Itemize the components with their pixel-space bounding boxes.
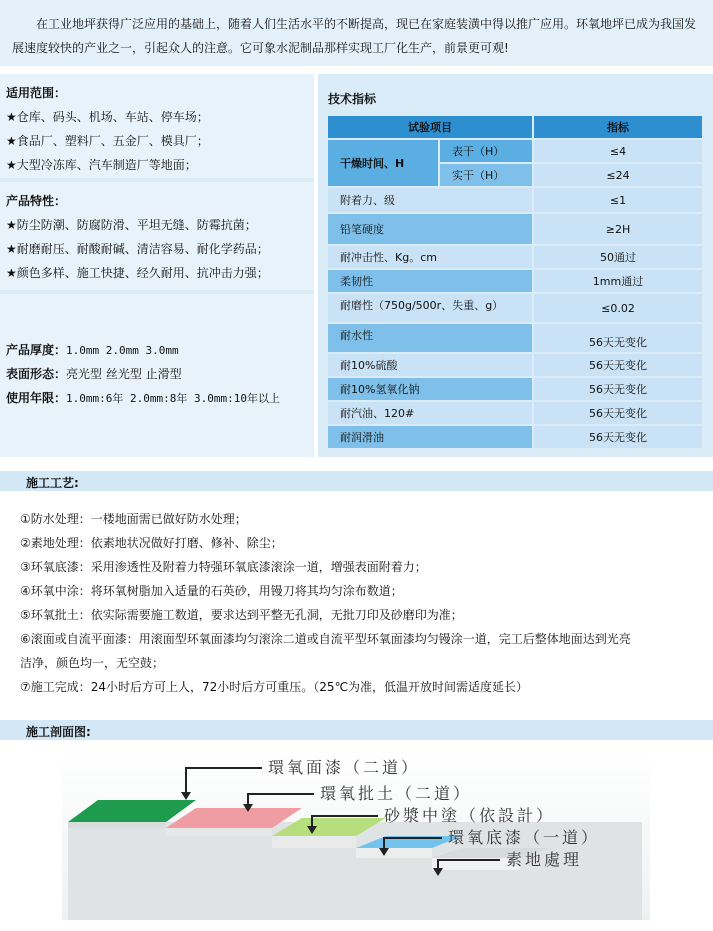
features-section [0, 182, 314, 290]
specs-section [0, 294, 314, 457]
scope-title: 适用范围： [6, 86, 67, 100]
row-value: 56天无变化 [534, 378, 702, 400]
left-info-panel [0, 74, 314, 457]
process-step: ⑦施工完成：24小时后方可上人，72小时后方可重压。（25℃为准，低温开放时间需适度延长） [20, 680, 529, 694]
row-value: 50通过 [534, 246, 702, 268]
layer-label-primer: 環氧底漆（一道） [448, 828, 601, 847]
layer-label-putty: 環氧批土（二道） [320, 784, 473, 803]
primer-edge [356, 848, 432, 858]
dry-hard-label: 实干（H） [440, 164, 532, 186]
feature-item: ★耐磨耐压、耐酸耐碱、清洁容易、耐化学药品； [6, 242, 269, 256]
section-title: 施工剖面图: [26, 725, 91, 739]
surface-label: 表面形态： [6, 367, 67, 381]
process-step: ⑤环氧批土：依实际需要施工数道，要求达到平整无孔洞，无批刀印及砂磨印为准； [20, 608, 463, 622]
life-value: 1.0mm:6年 2.0mm:8年 3.0mm:10年以上 [66, 392, 280, 405]
dry-surface-value: ≤4 [534, 140, 702, 162]
row-value: 1mm通过 [534, 270, 702, 292]
thickness-label: 产品厚度： [6, 343, 67, 357]
row-value: ≥2H [534, 214, 702, 244]
process-step-continued: 洁净，颜色均一，无空鼓； [20, 656, 165, 670]
putty-edge [166, 828, 272, 836]
row-item: 柔韧性 [328, 270, 532, 292]
row-value: 56天无变化 [534, 324, 702, 352]
process-step: ①防水处理：一楼地面需已做好防水处理； [20, 512, 247, 526]
tech-panel [318, 74, 713, 457]
header-item: 试验项目 [328, 116, 532, 138]
row-item: 耐冲击性、Kg。cm [328, 246, 532, 268]
row-value: 56天无变化 [534, 426, 702, 448]
life-row [6, 389, 280, 406]
layer-label-base: 素地處理 [506, 850, 583, 869]
intro-panel [0, 0, 713, 66]
dry-time-label: 干燥时间、H [328, 140, 438, 186]
thickness-row [6, 341, 179, 358]
row-item: 附着力、级 [328, 188, 532, 212]
scope-section [0, 74, 314, 178]
row-item: 铅笔硬度 [328, 214, 532, 244]
row-item: 耐润滑油 [328, 426, 532, 448]
top-coat-edge [68, 822, 166, 828]
process-step: ②素地处理：依素地状况做好打磨、修补、除尘； [20, 536, 283, 550]
process-title: 施工工艺: [26, 476, 79, 490]
thickness-value: 1.0mm 2.0mm 3.0mm [66, 344, 179, 357]
row-value: 56天无变化 [534, 354, 702, 376]
intro-text: 在工业地坪获得广泛应用的基础上，随着人们生活水平的不断提高，现已在家庭装潢中得以推广应用。环氧地坪已成为我国发展速度较快的产业之一，引起众人的注意。它可象水泥制品那样实现工厂化生产，前景更可观! [12, 17, 697, 55]
cross-section-diagram [62, 752, 650, 920]
dry-hard-value: ≤24 [534, 164, 702, 186]
mortar-edge [272, 836, 356, 848]
process-header [0, 471, 713, 491]
surface-row [6, 365, 182, 382]
process-step: ⑥滚面或自流平面漆：用滚面型环氧面漆均匀滚涂二道或自流平型环氧面漆均匀镘涂一道，完工后整体地面达到光亮 [20, 632, 631, 646]
scope-item: ★仓库、码头、机场、车站、停车场； [6, 110, 209, 124]
scope-item: ★大型冷冻库、汽车制造厂等地面； [6, 158, 197, 172]
feature-item: ★颜色多样、施工快捷、经久耐用、抗冲击力强； [6, 266, 269, 280]
row-value: 56天无变化 [534, 402, 702, 424]
row-item: 耐汽油、120# [328, 402, 532, 424]
header-value: 指标 [534, 116, 702, 138]
tech-title: 技术指标 [328, 92, 377, 106]
process-step: ④环氧中涂：将环氧树脂加入适量的石英砂，用镘刀将其均匀涂布数道； [20, 584, 403, 598]
feature-item: ★防尘防潮、防腐防滑、平坦无缝、防霉抗菌； [6, 218, 257, 232]
features-title: 产品特性： [6, 194, 67, 208]
row-value: ≤0.02 [534, 294, 702, 322]
process-step: ③环氧底漆：采用渗透性及附着力特强环氧底漆滚涂一道，增强表面附着力； [20, 560, 427, 574]
row-value: ≤1 [534, 188, 702, 212]
life-label: 使用年限： [6, 391, 67, 405]
row-item: 耐水性 [328, 324, 532, 352]
row-item: 耐磨性（750g/500r、失重、g） [328, 294, 532, 322]
layer-label-mortar: 砂漿中塗（依設計） [384, 806, 556, 825]
row-item: 耐10%硫酸 [328, 354, 532, 376]
dry-surface-label: 表干（H） [440, 140, 532, 162]
row-item: 耐10%氢氧化钠 [328, 378, 532, 400]
section-header [0, 720, 713, 740]
scope-item: ★食品厂、塑料厂、五金厂、模具厂； [6, 134, 209, 148]
surface-value: 亮光型 丝光型 止滑型 [66, 367, 182, 381]
layer-label-top: 環氧面漆（二道） [268, 758, 421, 777]
